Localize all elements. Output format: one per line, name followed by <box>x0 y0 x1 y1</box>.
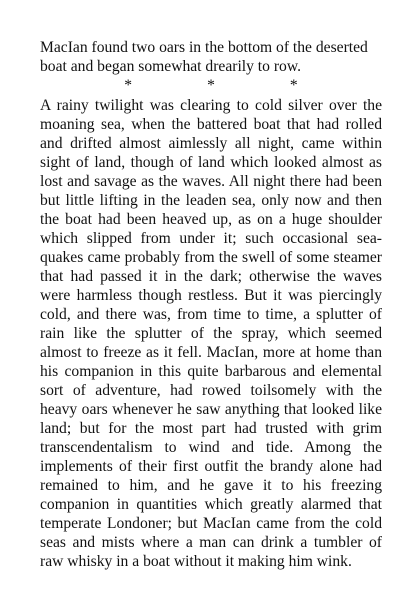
section-separator <box>40 76 382 96</box>
separator-asterisk: * <box>124 77 133 94</box>
paragraph-twilight: A rainy twilight was clearing to cold silver over the moaning sea, when the battered boat that had rolled and drifted almost aimlessly all night, came within sight of land, though of land which looked almost as lost and savage as the waves. All night there had been but little lifting in the leaden sea, only now and then the boat had been heaved up, as on a huge shoulder which slipped from under it; such occasional sea-quakes came probably from the swell of some steamer that had passed it in the dark; otherwise the waves were harmless though restless. But it was piercingly cold, and there was, from time to time, a splutter of rain like the splutter of the spray, which seemed almost to freeze as it fell. MacIan, more at home than his companion in this quite barbarous and elemental sort of adventure, had rowed toilsomely with the heavy oars whenever he saw anything that looked like land; but for the most part had trusted with grim transcendentalism to wind and tide. Among the implements of their first outfit the brandy alone had remained to him, and he gave it to his freezing companion in quantities which greatly alarmed that temperate Londoner; but MacIan came from the cold seas and mists where a man can drink a tumbler of raw whisky in a boat without it making him wink. <box>40 97 382 570</box>
document-page <box>40 38 382 571</box>
separator-asterisk: * <box>289 77 298 94</box>
paragraph-oars: MacIan found two oars in the bottom of the deserted boat and began somewhat drearily to row. <box>40 39 368 75</box>
separator-asterisk: * <box>207 77 215 94</box>
